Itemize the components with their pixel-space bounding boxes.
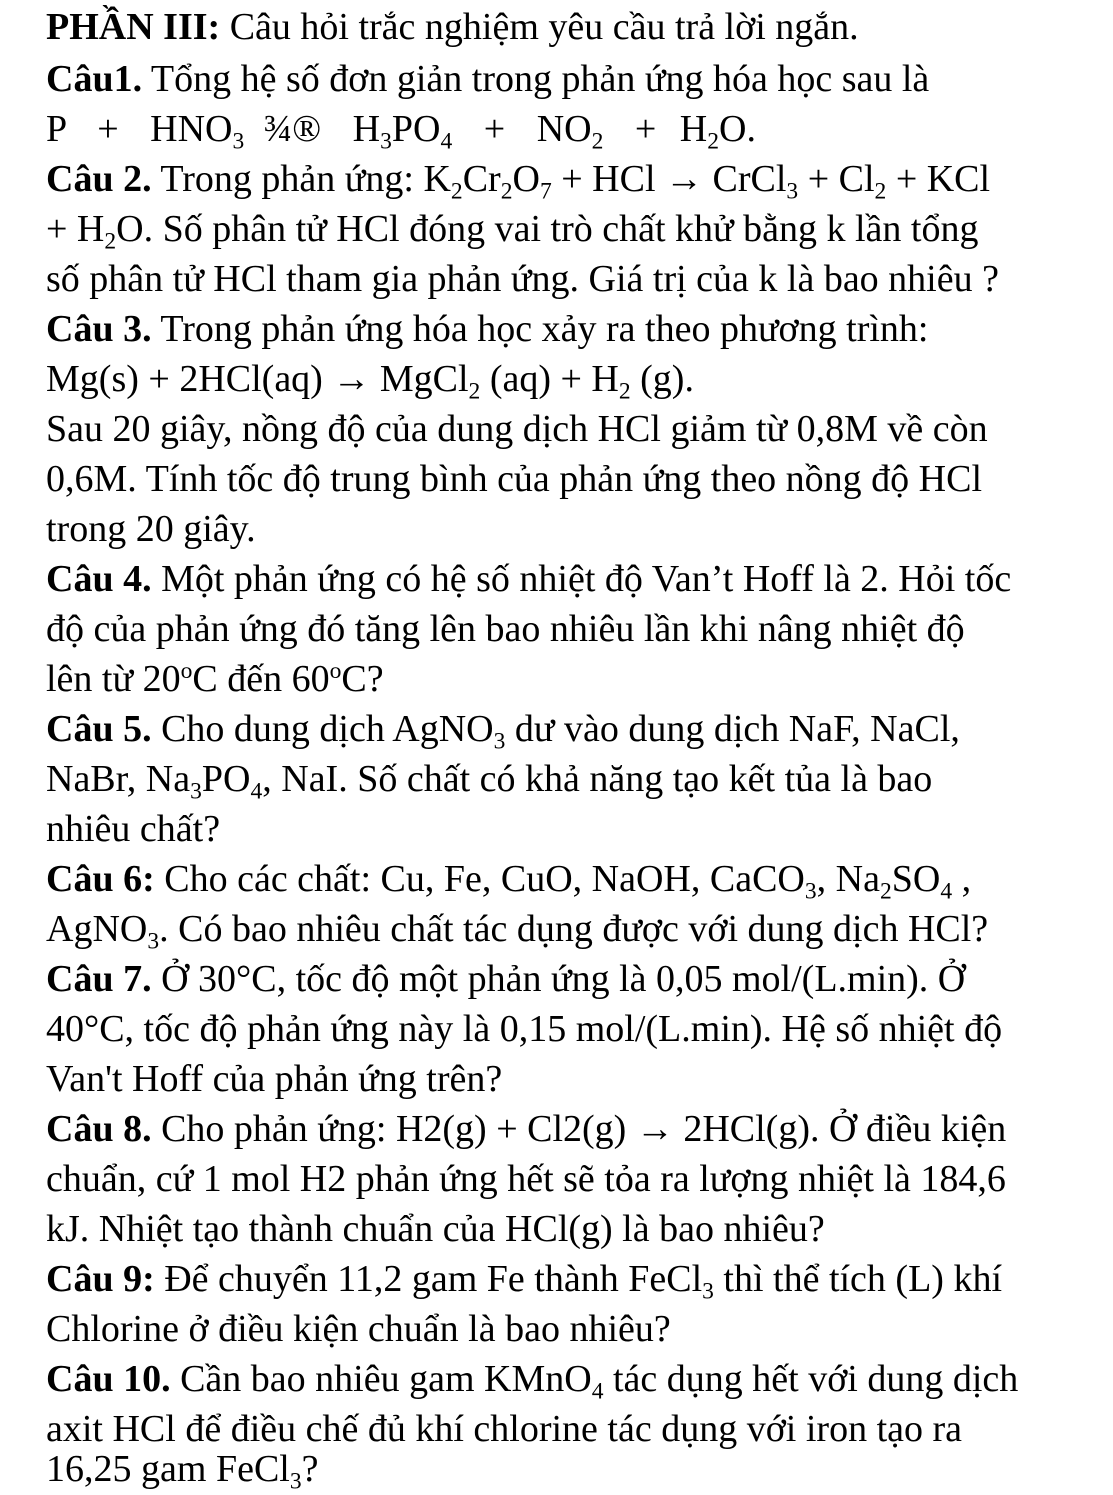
question-5-text: dư vào dung dịch NaF, NaCl, (514, 708, 960, 750)
question-5-text: NaBr, (46, 758, 146, 800)
question-5-text: Cho dung dịch (161, 708, 393, 750)
question-3-text: 0,6M. Tính tốc độ trung bình của phản ứng theo nồng độ HCl (46, 458, 983, 500)
question-10-label: Câu 10. (46, 1358, 171, 1400)
question-10-line-1: Câu 10. Cần bao nhiêu gam KMnO$_4$ tác dụng hết với dung dịch (46, 1358, 1019, 1405)
eq-term: H (679, 108, 708, 150)
eq-plus: + (97, 108, 119, 150)
eq-sub: 2 (591, 128, 604, 155)
question-3-text: trong 20 giây. (46, 508, 256, 550)
question-5-line-3 (46, 806, 220, 852)
eq-term: HNO (150, 108, 233, 150)
question-4-line-1 (46, 556, 1011, 602)
question-5-line-1: Câu 5. Cho dung dịch AgNO$_3$ dư vào dung dịch NaF, NaCl, (46, 708, 960, 755)
question-7-line-2 (46, 1006, 1002, 1052)
question-3-label: Câu 3. (46, 308, 152, 350)
question-4-label: Câu 4. (46, 558, 152, 600)
question-2-text: . Số phân tử HCl đóng vai trò chất khử bằng k lần tổng (143, 208, 979, 250)
question-4-text: độ của phản ứng đó tăng lên bao nhiêu lần khi nâng nhiệt độ (46, 608, 965, 650)
section-header (46, 4, 859, 50)
question-2-text: Trong phản ứng: (160, 158, 424, 200)
question-3-text: Sau 20 giây, nồng độ của dung dịch HCl giảm từ 0,8M về còn (46, 408, 988, 450)
question-8-line-1 (46, 1106, 1006, 1152)
question-4-line-3: lên từ 20$^o$C đến 60$^o$C? (46, 658, 384, 700)
question-10-text: Cần bao nhiêu gam (180, 1358, 485, 1400)
question-1-label: Câu1. (46, 58, 143, 100)
question-10-text: 16,25 gam (46, 1448, 216, 1490)
eq-term: H (352, 108, 381, 150)
question-1-line-1 (46, 56, 929, 102)
question-2-formula: $K_2Cr_2O_7$ + HCl → CrCl$_3$ + $Cl_2$ + KCl (423, 158, 991, 205)
question-10-line-3: 16,25 gam FeCl$_3$? (46, 1448, 319, 1495)
eq-term: PO (391, 108, 441, 150)
question-8-text: kJ. Nhiệt tạo thành chuẩn của HCl(g) là bao nhiêu? (46, 1208, 825, 1250)
question-6-text: . Có bao nhiêu chất tác dụng được với dung dịch HCl? (159, 908, 989, 950)
question-2-line-2 (46, 206, 979, 255)
question-6-line-2: AgNO$_3$. Có bao nhiêu chất tác dụng được với dung dịch HCl? (46, 908, 989, 955)
question-9-text: Chlorine ở điều kiện chuẩn là bao nhiêu? (46, 1308, 671, 1350)
question-7-text: Ở 30°C, tốc độ một phản ứng là 0,05 mol/(L.min). Ở (161, 958, 966, 1000)
question-3-formula: Mg(s) + 2HCl(aq) → MgCl$_2$ $(aq) + H_2$ (g). (46, 358, 694, 405)
eq-arrow: ¾® (263, 108, 322, 150)
question-2-line-3 (46, 256, 999, 302)
question-5-text: , NaI. Số chất có khả năng tạo kết tủa là bao (262, 758, 933, 800)
question-8-line-3 (46, 1206, 825, 1252)
question-10-text: axit HCl để điều chế đủ khí chlorine tác dụng với iron tạo ra (46, 1408, 963, 1450)
question-3-line-2 (46, 406, 988, 452)
eq-plus: + (483, 108, 506, 150)
question-1-equation (46, 106, 756, 155)
question-4-text: Một phản ứng có hệ số nhiệt độ Van’t Hoff là 2. Hỏi tốc (161, 558, 1012, 600)
question-5-label: Câu 5. (46, 708, 152, 750)
question-2-formula-cont: + $H_2O$ (46, 208, 144, 255)
question-8-text: Cho phản ứng: H2(g) + Cl2(g) → 2HCl(g). Ở điều kiện (161, 1108, 1007, 1150)
eq-sub: 3 (380, 128, 392, 155)
section-title: Câu hỏi trắc nghiệm yêu cầu trả lời ngắn. (220, 6, 859, 48)
question-8-label: Câu 8. (46, 1108, 152, 1150)
question-2-text: số phân tử HCl tham gia phản ứng. Giá trị của k là bao nhiêu ? (46, 258, 999, 300)
eq-sub: 2 (707, 128, 720, 155)
eq-term: NO (536, 108, 592, 150)
question-5-line-2: NaBr, $Na_3PO_4$, NaI. Số chất có khả năng tạo kết tủa là bao (46, 758, 933, 805)
eq-term: O. (719, 108, 756, 150)
question-9-text: thì thể tích (L) khí (713, 1258, 1003, 1300)
question-7-text: 40°C, tốc độ phản ứng này là 0,15 mol/(L.min). Hệ số nhiệt độ (46, 1008, 1003, 1050)
eq-term: P (46, 108, 66, 150)
question-3-line-1 (46, 306, 928, 352)
question-1-text: Tổng hệ số đơn giản trong phản ứng hóa học sau là (150, 58, 930, 100)
question-9-text: Để chuyển 11,2 gam Fe thành (164, 1258, 629, 1300)
question-7-line-1 (46, 956, 965, 1002)
question-2-label: Câu 2. (46, 158, 152, 200)
question-9-line-1: Câu 9: Để chuyển 11,2 gam Fe thành FeCl$_3$ thì thể tích (L) khí (46, 1258, 1003, 1305)
question-7-text: Van't Hoff của phản ứng trên? (46, 1058, 503, 1100)
question-6-text: Cho các chất: Cu, Fe, CuO, NaOH, (164, 858, 710, 900)
question-4-line-2 (46, 606, 965, 652)
question-9-label: Câu 9: (46, 1258, 155, 1300)
question-3-line-4 (46, 506, 256, 552)
question-5-text: nhiêu chất? (46, 808, 221, 850)
eq-sub: 3 (232, 128, 245, 155)
question-9-line-2 (46, 1306, 671, 1352)
question-7-line-3 (46, 1056, 502, 1102)
question-10-text: tác dụng hết với dung dịch (603, 1358, 1019, 1400)
section-prefix: PHẦN III: (46, 6, 221, 48)
question-8-text: chuẩn, cứ 1 mol H2 phản ứng hết sẽ tỏa ra lượng nhiệt là 184,6 (46, 1158, 1006, 1200)
question-6-label: Câu 6: (46, 858, 155, 900)
question-3-text: Trong phản ứng hóa học xảy ra theo phương trình: (160, 308, 929, 350)
question-8-line-2 (46, 1156, 1006, 1202)
question-6-line-1: Câu 6: Cho các chất: Cu, Fe, CuO, NaOH, CaCO$_3$, $Na_2SO_4$ , (46, 858, 972, 905)
question-4-text: lên từ (46, 658, 143, 700)
eq-sub: 4 (440, 128, 453, 155)
question-2-line-1 (46, 156, 991, 205)
eq-plus: + (634, 108, 657, 150)
question-7-label: Câu 7. (46, 958, 152, 1000)
question-3-line-3 (46, 456, 982, 502)
